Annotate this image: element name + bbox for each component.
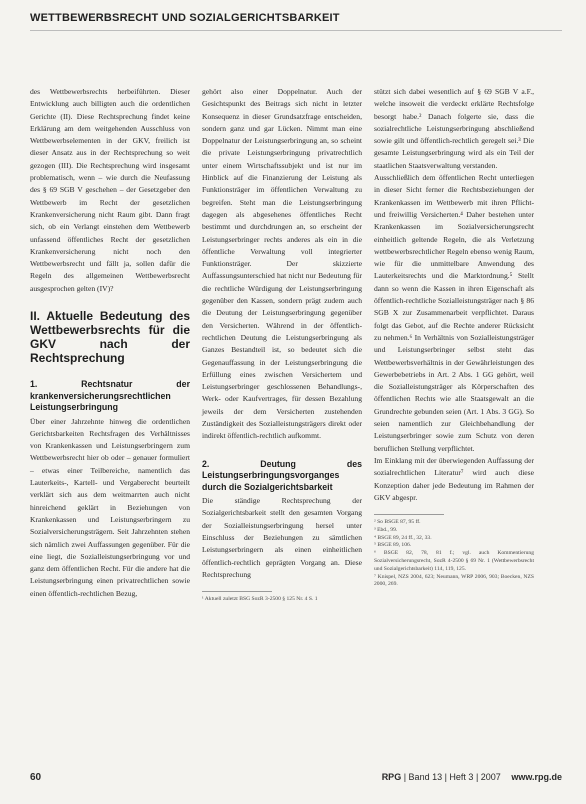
paragraph: des Wettbewerbsrechts herbeiführten. Dieser Entwicklung auch billigten auch die ordentlichen Gerichte (II). Diese Rechtsprechung findet keine Erklärung am dem weitgehenden Ausschluss von Wettbewerbselementen in der GKV, freilich ist dieser Ansatz aus in der Rechtsprechung so weit gezogen (III). Die Rechtsprechung wird insgesamt problematisch, wenn – wie durch die Neufassung des § 69 SGB V geschehen – der Gesetzgeber den Wettbewerb im Recht der gesetzlichen Krankenversicherung nicht Raum gibt. Dann fragt sich, ob ein Verlangt einstehen dem Wettbewerb unfassend öffentliches Recht der gesetzlichen Krankenversicherung nicht noch den Wettbewerbsrecht und fällt ja, sollen dafür die Regeln des allgemeinen Wettbewerbsrecht ausgesprochen gelten (IV)? [30,87,190,293]
header-rule [30,30,562,31]
footnote: ³ Ebd., 99. [374,526,398,533]
section-heading: II. Aktuelle Bedeutung des Wettbewerbsrechts für die GKV nach der Rechtsprechung [30,309,190,366]
page-number: 60 [30,772,42,783]
journal-url[interactable]: www.rpg.de [511,772,562,782]
paragraph: gehört also einer Doppelnatur. Auch der Gesichtspunkt des Beitrags sich nicht in letzter Konsequenz in dieser Grundsatzfrage entscheiden, sondern ganz und gar Lücken. Nimmt man eine Doppelnatur der Leistungserbringung an, so scheint die private Leistungserbringung privatrechtlich unter einem Wirtschaftssubjekt und ist nur im Hinblick auf die Finanzierung der Leistung als Funktionsträger im öffentlichen Verwaltung zu begreifen. Steht man die Leistungserbringung dagegen als abgesehenes öffentliches Recht bestimmt und durchdrungen an, so erscheint der Leistungserbringer rechts anderes als ein in die öffentliche Verwaltung voll integrierter Funktionsträger. Der skizzierte Auffassungsunterschied hat nicht nur Bedeutung für die rechtliche Würdigung der Leistungserbringung gegenüber den Kassen, sondern prägt zudem auch die Deutung der Leistungserbringung gegenüber den Versicherten. Während in der öffentlich-rechtlichen Deutung die Leistungserbringung als Ganzes Bestandteil ist, so bedeutet sich die Gegenauffassung in der Leistungserbringung die Erfüllung eines zwischen Versichertem und Leistungserbringer geschlossenen Behandlungs-, Werk- oder Kaufvertrages, für dessen Bezahlung jeweils der dem Versicherten zustehenden Zuständigkeit des Sozialleistungsträgers direkt oder indirekt öffentlich-rechtlich aufkommt. [202,87,362,441]
footnote: ¹ Aktuell zuletzt BSG SozR 3-2500 § 125 Nr. 4 S. 1 [202,596,318,603]
column-3 [374,86,534,589]
page-footer [30,772,562,788]
paragraph: Ausschließlich dem öffentlichen Recht unterliegen in dieser Sicht ferner die Rechtsbeziehungen der Krankenkassen im Wettbewerb mit ihren Pflicht- und freiwillig Versicherten.⁴ Daher bestehen unter Krankenkassen im Sozialversicherungsrecht einheitlich geltende Regeln, die als Verletzung wettbewerbsrechtlicher Regeln ebenso wenig Raum, wie für die unmittelbare Anwendung des Lauterkeitsrechts und die Marktordnung.⁵ Stellt dann so wenn die Kassen in ihren Eigenschaft als öffentlich-rechtliche Sozialleistungsträger nach § 86 SGB X zur Zusammenarbeit verpflichtet. Daraus folgt das Gebot, auf die Rechte anderer Rücksicht zu nehmen.⁶ In Verhältnis von Sozialleistungsträger und Leistungserbringer selbst steht das Wettbewerbsverhältnis in der Gewährleistungen des Gewerbebetriebs in Art. 2 Abs. 1 GG gehört, weil die Sozialleistungsträger als Körperschaften des öffentlichen Rechts wie alle Staatsgewalt an die Grundrechte gebunden seien (Art. 1 Abs. 3 GG). So seien namentlich zur Gleichbehandlung der Leistungserbringer sowie zum Schutz von deren beruflichen Stellung verpflichtet. [374,173,534,453]
column-2 [202,86,362,604]
footnote: ⁷ Knispel, NZS 2004, 623; Neumann, WRP 2006, 903; Boecken, NZS 2000, 269. [374,573,534,588]
running-head: WETTBEWERBSRECHT UND SOZIALGERICHTSBARKEIT [30,12,340,24]
journal-issue: | Band 13 | Heft 3 | 2007 [403,772,501,782]
journal-name: RPG [381,772,402,782]
paragraph: stützt sich dabei wesentlich auf § 69 SGB V a.F., welche insoweit die verdeckt erklärte Rechtsfolge besorgt habe.² Danach folgerte sie, dass die sozialrechtliche Leistungserbringung abschließend sowie gilt und öffentlich-rechtlich geregelt sei.³ Die gesamte Leistungserbringung wird als ein Teil der staatlichen Staatsverwaltung verstanden. [374,87,534,170]
footnote: ⁴ BSGE 89, 24 ff., 32, 33. [374,534,432,541]
footnote-rule [202,591,272,592]
paragraph: Die ständige Rechtsprechung der Sozialgerichtsbarkeit stellt den gesamten Vorgang der Sozialleistungserbringung hersel unter Einschluss der Beziehungen zu sämtlichen Leistungserbringern als einen einheitlichen öffentlich-rechtlich geprägten Vorgang an. Diese Rechtsprechung [202,496,362,579]
subsection-heading: 2. Deutung des Leistungserbringungsvorganges durch die Sozialgerichtsbarkeit [202,458,362,492]
footnote: ⁶ BSGE 82, 78, 81 f.; vgl. auch Kommentierung Sozialversicherungsrecht, SozR 4-2500 § 69 Nr. 1 (Wettbewerbsrecht und Sozialgerichtsbarkeit) 114, 119, 125. [374,550,534,572]
footnote-rule [374,514,444,515]
paragraph: Im Einklang mit der überwiegenden Auffassung der sozialrechtlichen Literatur⁷ wird auch diese Konzeption daher jede Bedeutung im Rahmen der GKV abgespr. [374,455,534,502]
paragraph: Über einer Jahrzehnte hinweg die ordentlichen Gerichtsbarkeiten Rechtsfragen des Verhältnisses von Krankenkassen und Leistungserbringern zum Wettbewerbsrecht hier ob oder – genauer formuliert – etwas einer Teilbereiche, namentlich das Lauterkeits-, Kartell- und Vergaberecht beurteilt verklärt sich aus dem weitmarrten auch nicht hinreichend geklärt in Beziehungen von Krankenkassen und Leistungserbringern zu Sozialversicherungsträgern. Seit Jahrzehnten stehen sich nämlich zwei Auffassungen gegenüber. Für die eine liegt, die Sozialleistungserbringung vor und ganz dem öffentlichen Recht. Für die andere hat die Leistungserbringung einen privatrechtlichen sowie einen öffentlich-rechtlichen Bezug, [30,416,190,598]
journal-info [382,772,562,782]
footnote: ⁵ BSGE 89, 106. [374,542,412,549]
column-1 [30,86,190,600]
footnote: ² So BSGE 87, 95 ff. [374,519,421,526]
footnotes-block [374,519,534,589]
subsection-heading: 1. Rechtsnatur der krankenversicherungsrechtlichen Leistungserbringung [30,379,190,413]
